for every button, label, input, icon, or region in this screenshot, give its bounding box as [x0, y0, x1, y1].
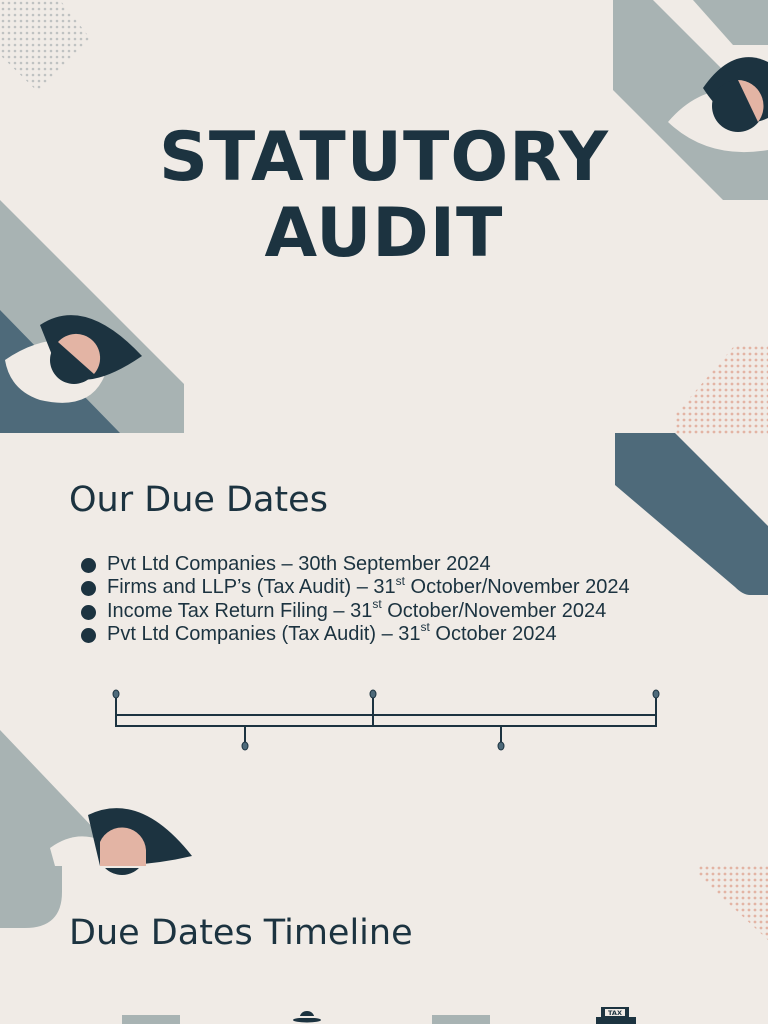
- list-item: Income Tax Return Filing – 31st October/November 2024: [80, 600, 630, 623]
- timeline-marker: [113, 690, 119, 698]
- eye-shape-bottom-left: [0, 730, 195, 930]
- detective-icon: [292, 1009, 322, 1024]
- list-item: Pvt Ltd Companies – 30th September 2024: [80, 553, 630, 576]
- title-line-2: AUDIT: [264, 194, 504, 273]
- timeline-marker: [370, 690, 376, 698]
- tax-label: TAX: [608, 1009, 622, 1017]
- dot-pattern-bottom-right: [698, 865, 768, 940]
- tax-document-icon: [596, 1005, 636, 1024]
- due-dates-heading: Our Due Dates: [69, 480, 328, 520]
- title-line-1: STATUTORY: [158, 118, 610, 197]
- bottom-block-2: [432, 1015, 490, 1024]
- page-title: [0, 120, 768, 272]
- dot-pattern-top-left: [0, 0, 95, 100]
- timeline-marker: [653, 690, 659, 698]
- dot-pattern-right: [675, 345, 768, 435]
- timeline-marker: [498, 742, 504, 750]
- list-item: Firms and LLP’s (Tax Audit) – 31st October/November 2024: [80, 576, 630, 599]
- timeline-heading: Due Dates Timeline: [69, 913, 413, 953]
- bottom-block-1: [122, 1015, 180, 1024]
- due-dates-list: [80, 553, 630, 646]
- slate-band-right: [615, 433, 768, 595]
- list-item: Pvt Ltd Companies (Tax Audit) – 31st October 2024: [80, 623, 630, 646]
- timeline-marker: [242, 742, 248, 750]
